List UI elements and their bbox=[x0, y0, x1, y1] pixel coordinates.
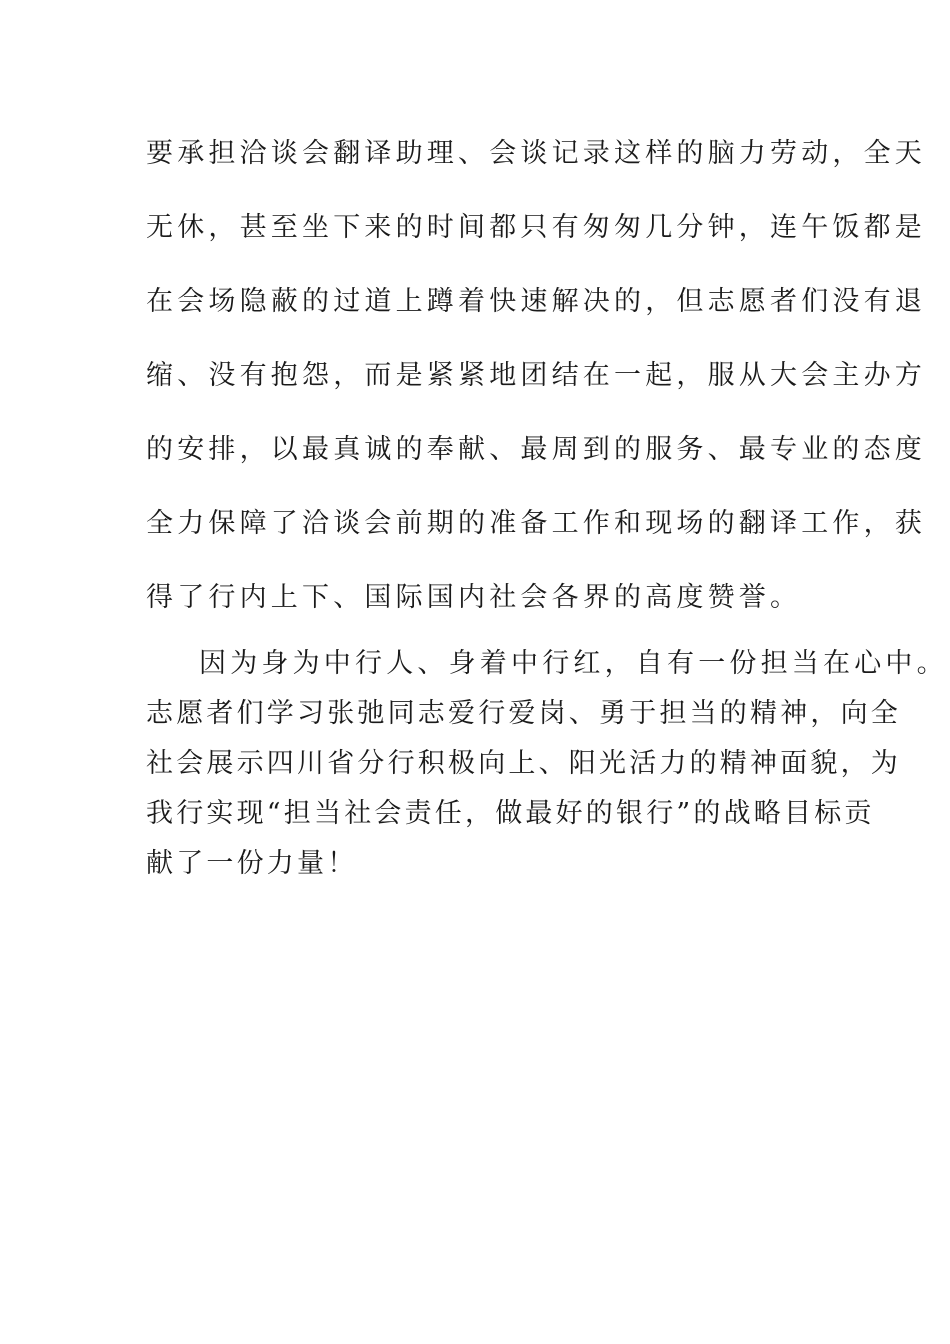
paragraph-2-line-4: 我行实现“担当社会责任，做最好的银行”的战略目标贡 bbox=[146, 798, 875, 829]
paragraph-2-line-2: 志愿者们学习张弛同志爱行爱岗、勇于担当的精神，向全 bbox=[146, 698, 901, 729]
paragraph-1-line-2: 无休，甚至坐下来的时间都只有匆匆几分钟，连午饭都是 bbox=[146, 212, 926, 243]
paragraph-1-line-6: 全力保障了洽谈会前期的准备工作和现场的翻译工作，获 bbox=[146, 508, 926, 539]
paragraph-1-line-4: 缩、没有抱怨，而是紧紧地团结在一起，服从大会主办方 bbox=[146, 360, 926, 391]
paragraph-2-line-1: 因为身为中行人、身着中行红，自有一份担当在心中。 bbox=[199, 648, 948, 679]
paragraph-1-line-7: 得了行内上下、国际国内社会各界的高度赞誉。 bbox=[146, 582, 802, 613]
paragraph-2-line-5: 献了一份力量！ bbox=[146, 848, 358, 879]
paragraph-2-line-3: 社会展示四川省分行积极向上、阳光活力的精神面貌，为 bbox=[146, 748, 901, 779]
paragraph-1-line-3: 在会场隐蔽的过道上蹲着快速解决的，但志愿者们没有退 bbox=[146, 286, 926, 317]
paragraph-1-line-5: 的安排，以最真诚的奉献、最周到的服务、最专业的态度 bbox=[146, 434, 926, 465]
paragraph-1-line-1: 要承担洽谈会翻译助理、会谈记录这样的脑力劳动，全天 bbox=[146, 138, 926, 169]
